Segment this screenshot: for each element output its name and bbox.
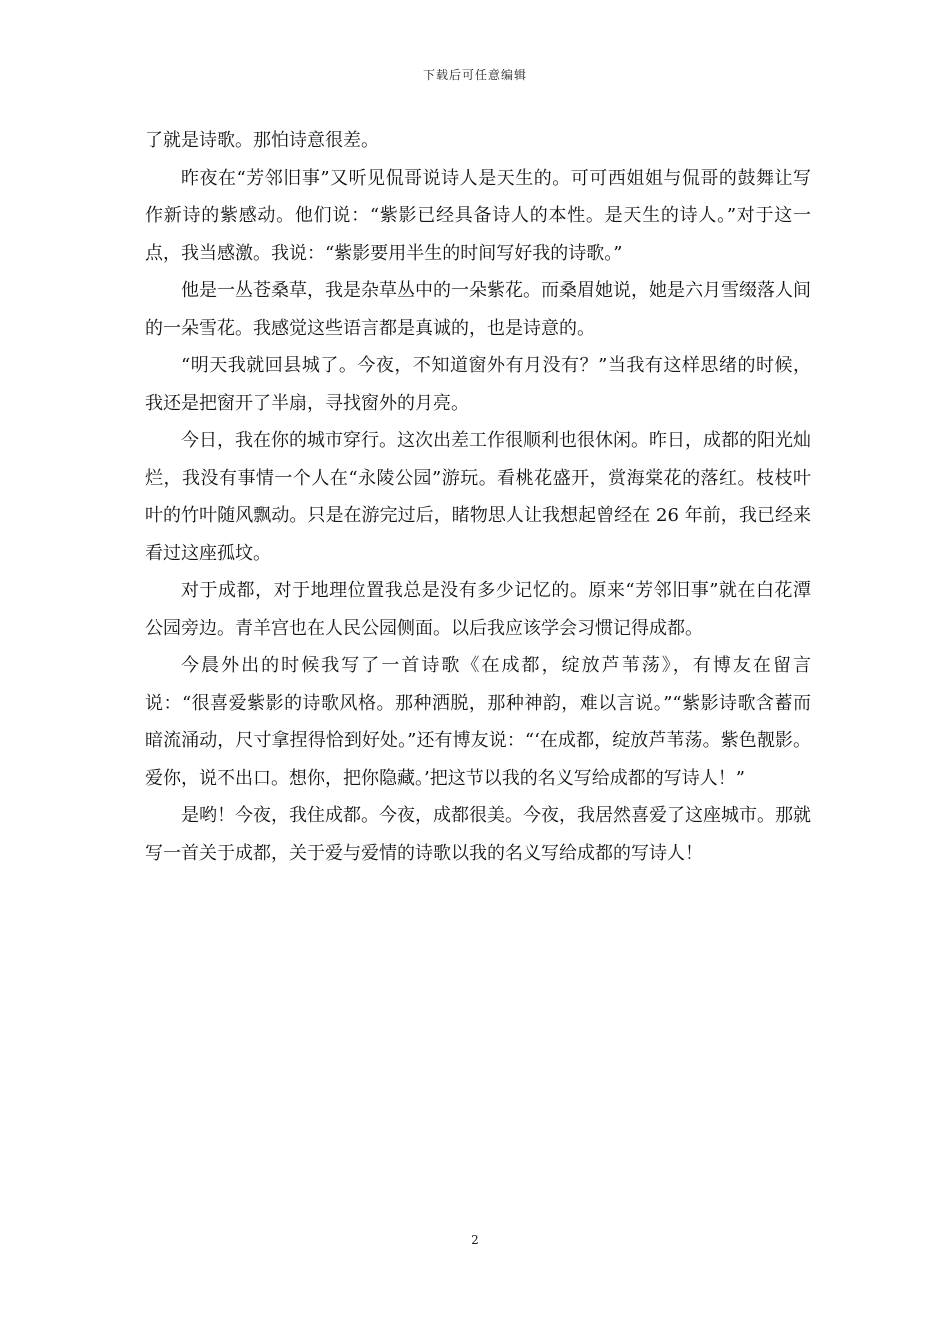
paragraph: 他是一丛苍桑草，我是杂草丛中的一朵紫花。而桑眉她说，她是六月雪缀落人间的一朵雪花。我感觉这些语言都是真诚的，也是诗意的。 — [145, 280, 811, 339]
paragraph: 昨夜在“芳邻旧事”又听见侃哥说诗人是天生的。可可西姐姐与侃哥的鼓舞让写作新诗的紫感动。他们说：“紫影已经具备诗人的本性。是天生的诗人。”对于这一点，我当感激。我说：“紫影要用半生的时间写好我的诗歌。” — [145, 167, 811, 264]
paragraph: 对于成都，对于地理位置我总是没有多少记忆的。原来“芳邻旧事”就在白花潭公园旁边。青羊宫也在人民公园侧面。以后我应该学会习惯记得成都。 — [145, 580, 811, 639]
paragraph: 今晨外出的时候我写了一首诗歌《在成都，绽放芦苇荡》，有博友在留言说：“很喜爱紫影的诗歌风格。那种洒脱，那种神韵，难以言说。”“紫影诗歌含蓄而暗流涌动，尺寸拿捏得恰到好处。”还有博友说：“‘在成都，绽放芦苇荡。紫色靓影。爱你，说不出口。想你，把你隐藏。’把这节以我的名义写给成都的写诗人！” — [145, 655, 811, 789]
page-number: 2 — [471, 1233, 479, 1247]
page-header: 下载后可任意编辑 — [422, 68, 527, 82]
document-body — [145, 122, 811, 872]
paragraph: “明天我就回县城了。今夜，不知道窗外有月没有？”当我有这样思绪的时候，我还是把窗开了半扇，寻找窗外的月亮。 — [145, 355, 811, 414]
paragraph: 是哟！今夜，我住成都。今夜，成都很美。今夜，我居然喜爱了这座城市。那就写一首关于成都，关于爱与爱情的诗歌以我的名义写给成都的写诗人！ — [145, 805, 811, 864]
paragraph: 今日，我在你的城市穿行。这次出差工作很顺利也很休闲。昨日，成都的阳光灿烂，我没有事情一个人在“永陵公园”游玩。看桃花盛开，赏海棠花的落红。枝枝叶叶的竹叶随风飘动。只是在游完过后，睹物思人让我想起曾经在 26 年前，我已经来看过这座孤坟。 — [145, 430, 811, 564]
paragraph: 了就是诗歌。那怕诗意很差。 — [145, 130, 379, 151]
